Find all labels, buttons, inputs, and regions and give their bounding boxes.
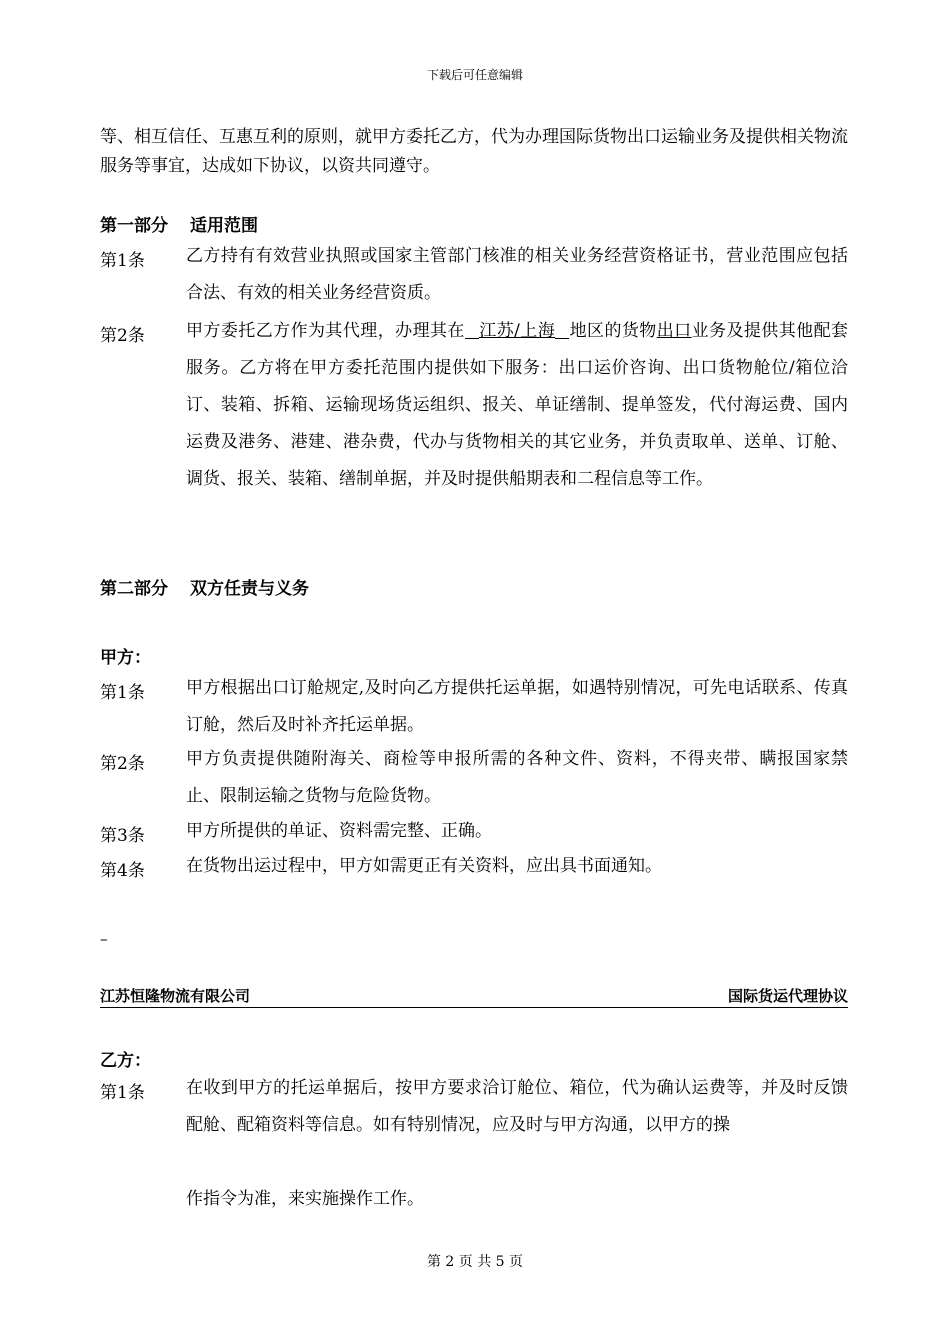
- art2-pre: 甲方委托乙方作为其代理，办理其在: [186, 321, 465, 341]
- party-b-art1-text: 在收到甲方的托运单据后，按甲方要求洽订舱位、箱位，代为确认运费等，并及时反馈配舱、配箱资料等信息。如有特别情况，应及时与甲方沟通，以甲方的操: [186, 1078, 848, 1135]
- part1-art1-label: 第1条: [100, 251, 145, 271]
- party-a-title: 甲方：: [100, 648, 151, 668]
- intro-paragraph: 等、相互信任、互惠互利的原则，就甲方委托乙方，代为办理国际货物出口运输业务及提供相关物流服务等事宜，达成如下协议，以资共同遵守。: [100, 127, 848, 176]
- party-a-art4-text: 在货物出运过程中，甲方如需更正有关资料，应出具书面通知。: [186, 856, 662, 876]
- party-a-art2-label: 第2条: [100, 754, 145, 774]
- part1-art2-text: [186, 313, 848, 498]
- party-a-art2-text: 甲方负责提供随附海关、商检等申报所需的各种文件、资料，不得夹带、瞒报国家禁止、限制运输之货物与危险货物。: [186, 749, 848, 806]
- art2-mid: 地区的货物: [569, 321, 657, 341]
- art2-post: 业务及提供其他配套服务。乙方将在甲方委托范围内提供如下服务：出口运价咨询、出口货物舱位/箱位洽订、装箱、拆箱、运输现场货运组织、报关、单证缮制、提单签发，代付海运费、国内运费及港务、港建、港杂费，代办与货物相关的其它业务，并负责取单、送单、订舱、调货、报关、装箱、缮制单据，并及时提供船期表和二程信息等工作。: [186, 321, 849, 489]
- party-a-art3-text: 甲方所提供的单证、资料需完整、正确。: [186, 821, 492, 841]
- footer-company: 江苏恒隆物流有限公司: [100, 987, 251, 1005]
- art2-business: 出口: [656, 321, 692, 341]
- header-note: 下载后可任意编辑: [426, 68, 523, 82]
- party-a-art1-text: 甲方根据出口订舱规定,及时向乙方提供托运单据，如遇特别情况，可先电话联系、传真订舱，然后及时补齐托运单据。: [186, 678, 848, 735]
- footer-doc-title: 国际货运代理协议: [727, 987, 848, 1005]
- party-b-art1-label: 第1条: [100, 1083, 145, 1103]
- party-a-art4-label: 第4条: [100, 861, 145, 881]
- part1-art1-text: 乙方持有有效营业执照或国家主管部门核准的相关业务经营资格证书，营业范围应包括合法、有效的相关业务经营资质。: [186, 246, 848, 303]
- part2-title: 双方任责与义务: [190, 579, 309, 599]
- page-number: 第 2 页 共 5 页: [426, 1254, 524, 1270]
- running-footer: [100, 985, 848, 1008]
- party-a-art1-label: 第1条: [100, 683, 145, 703]
- part2-heading: [100, 574, 309, 599]
- party-a-art3-label: 第3条: [100, 826, 145, 846]
- part2-number: 第二部分: [100, 579, 168, 599]
- page-break-dash: –: [100, 930, 108, 948]
- part1-heading: [100, 211, 258, 236]
- art2-region: 江苏/上海: [478, 321, 556, 341]
- part1-number: 第一部分: [100, 216, 168, 236]
- party-b-art1-continuation: 作指令为准，来实施操作工作。: [186, 1189, 424, 1209]
- part1-title: 适用范围: [190, 216, 258, 236]
- part1-art2-label: 第2条: [100, 326, 145, 346]
- party-b-title: 乙方：: [100, 1051, 151, 1071]
